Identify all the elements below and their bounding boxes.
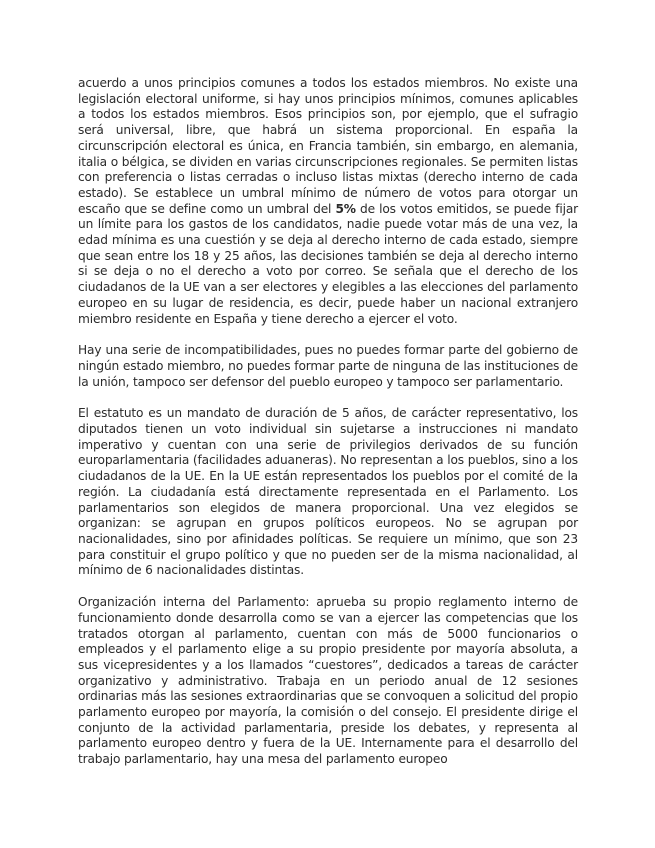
document-page <box>78 76 578 768</box>
paragraph-statute: El estatuto es un mandato de duración de 5 años, de carácter representativo, los diputados tienen un voto individual sin sujetarse a instrucciones ni mandato imperativo y cuentan con una serie de privilegios derivados de su función europarlamentaria (facilidades aduaneras). No representan a los pueblos, sino a los ciudadanos de la UE. En la UE están representados los pueblos por el comité de la región. La ciudadanía está directamente representada en el Parlamento. Los parlamentarios son elegidos de manera proporcional. Una vez elegidos se organizan: se agrupan en grupos políticos europeos. No se agrupan por nacionalidades, sino por afinidades políticas. Se requiere un mínimo, que son 23 para constituir el grupo político y que no pueden ser de la misma nacionalidad, al mínimo de 6 nacionalidades distintas. <box>78 406 578 578</box>
paragraph-internal-organization: Organización interna del Parlamento: aprueba su propio reglamento interno de funcionamiento donde desarrolla como se van a ejercer las competencias que los tratados otorgan al parlamento, cuentan con más de 5000 funcionarios o empleados y el parlamento elige a su propio presidente por mayoría absoluta, a sus vicepresidentes y a los llamados “cuestores”, dedicados a tareas de carácter organizativo y administrativo. Trabaja en un periodo anual de 12 sesiones ordinarias más las sesiones extraordinarias que se convoquen a solicitud del propio parlamento europeo por mayoría, la comisión o del consejo. El presidente dirige el conjunto de la actividad parlamentaria, preside los debates, y representa al parlamento europeo dentro y fuera de la UE. Internamente para el desarrollo del trabajo parlamentario, hay una mesa del parlamento europeo <box>78 595 578 767</box>
paragraph-1-text-before: acuerdo a unos principios comunes a todos los estados miembros. No existe una legislación electoral uniforme, si hay unos principios mínimos, comunes aplicables a todos los estados miembros. Esos principios son, por ejemplo, que el sufragio será universal, libre, que habrá un sistema proporcional. En españa la circunscripción electoral es única, en Francia también, sin embargo, en alemania, italia o bélgica, se dividen en varias circunscripciones regionales. Se permiten listas con preferencia o listas cerradas o incluso listas mixtas (derecho interno de cada estado). Se establece un umbral mínimo de número de votos para otorgar un escaño que se define como un umbral del <box>78 76 578 216</box>
vote-threshold-percent: 5% <box>335 201 356 216</box>
paragraph-1-text-after: de los votos emitidos, se puede fijar un límite para los gastos de los candidatos, nadie puede votar más de una vez, la edad mínima es una cuestión y se deja al derecho interno de cada estado, siempre que sean entre los 18 y 25 años, las decisiones también se deja al derecho interno si se deja o no el derecho a voto por correo. Se señala que el derecho de los ciudadanos de la UE van a ser electores y elegibles a las elecciones del parlamento europeo en su lugar de residencia, es decir, puede haber un nacional extranjero miembro residente en España y tiene derecho a ejercer el voto. <box>78 201 578 326</box>
paragraph-incompatibilities: Hay una serie de incompatibilidades, pues no puedes formar parte del gobierno de ningún estado miembro, no puedes formar parte de ninguna de las instituciones de la unión, tampoco ser defensor del pueblo europeo y tampoco ser parlamentario. <box>78 343 578 389</box>
paragraph-electoral-principles <box>78 76 578 327</box>
